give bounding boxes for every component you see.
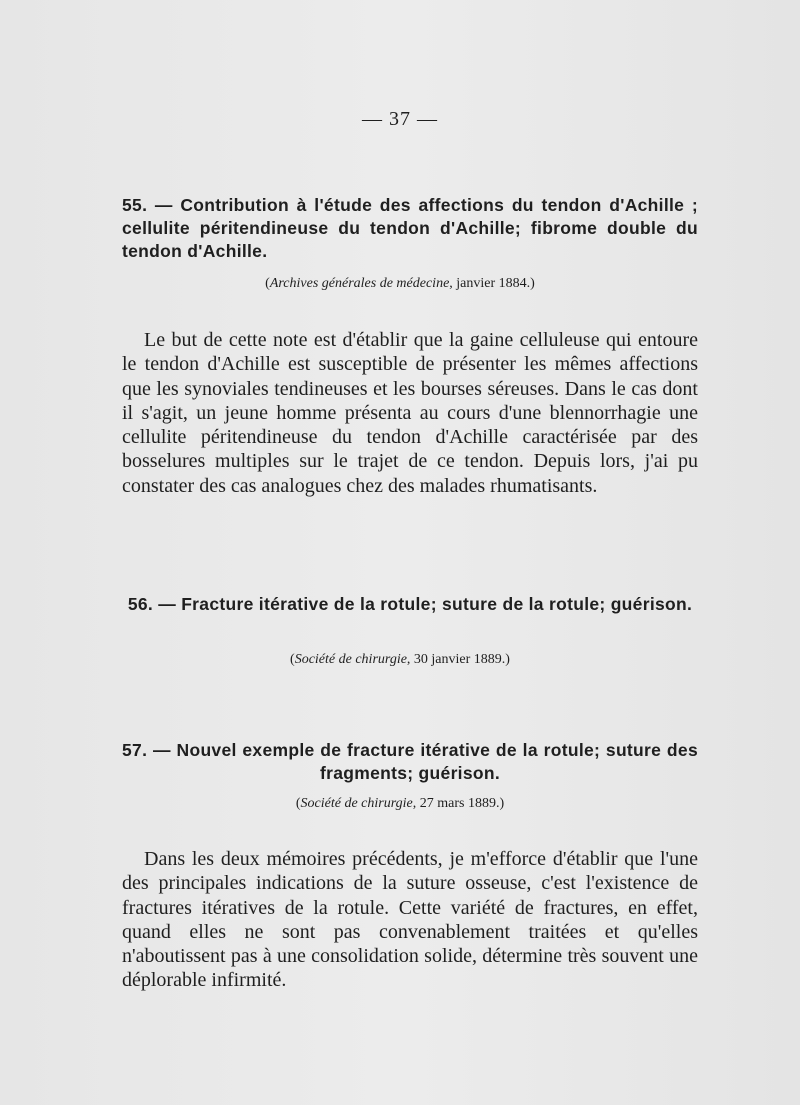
entry-55-body: Le but de cette note est d'établir que la gaine celluleuse qui entoure le tendon d'Achille est susceptible de présenter les mêmes affections que les synoviales tendineuses et les bourses séreuses. Dans le cas dont il s'agit, un jeune homme présenta au cours d'une blennorrhagie une cellulite péritendineuse du tendon d'Achille caractérisée par des bosselures multiples sur le trajet de ce tendon. Depuis lors, j'ai pu constater des cas analogues chez des malades rhumatisants. xyxy=(122,329,698,497)
entry-55-title: 55. — Contribution à l'étude des affections du tendon d'Achille ; cellulite péritendineuse du tendon d'Achille; fibrome double du tendon d'Achille. xyxy=(122,195,698,261)
entry-56-source-date: , 30 janvier 1889. xyxy=(406,652,506,667)
entry-57-body: Dans les deux mémoires précédents, je m'efforce d'établir que l'une des principales indications de la suture osseuse, c'est l'existence de fractures itératives de la rotule. Cette variété de fractures, en effet, quand elles ne sont pas convenablement traitées et qu'elles n'aboutissent pas à une consolidation solide, détermine très souvent une déplorable infirmité. xyxy=(122,848,698,992)
entry-57-source-journal: Société de chirurgie xyxy=(300,796,413,811)
entry-56-title: 56. — Fracture itérative de la rotule; suture de la rotule; guérison. xyxy=(127,594,693,614)
entry-56-source-journal: Société de chirurgie xyxy=(294,652,407,667)
entry-57-title: 57. — Nouvel exemple de fracture itérative de la rotule; suture des fragments; guérison. xyxy=(122,740,698,783)
entry-55-source-date: , janvier 1884. xyxy=(449,276,531,291)
entry-56-source: (Société de chirurgie, 30 janvier 1889.) xyxy=(290,652,510,667)
entry-57-source-date: , 27 mars 1889. xyxy=(412,796,500,811)
entry-55-source: (Archives générales de médecine, janvier 1884.) xyxy=(265,276,535,291)
page-number: — 37 — xyxy=(362,108,438,130)
entry-55-source-journal: Archives générales de médecine xyxy=(269,276,450,291)
entry-57-source: (Société de chirurgie, 27 mars 1889.) xyxy=(295,796,505,811)
